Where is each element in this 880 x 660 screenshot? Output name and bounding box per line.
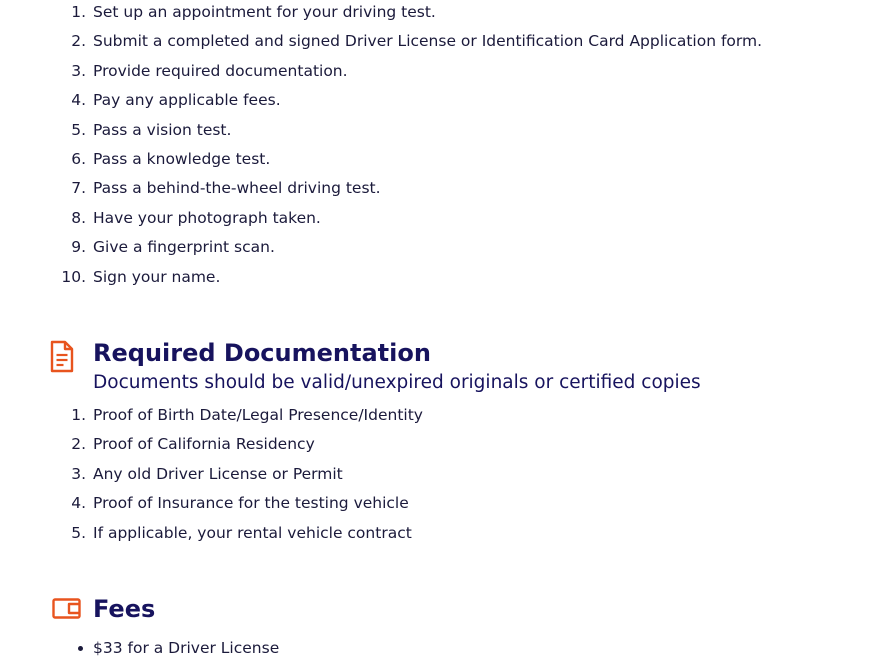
list-item-number: 9.: [71, 238, 86, 257]
list-item-number: 1.: [71, 3, 86, 21]
list-item-text: Pass a vision test.: [93, 120, 232, 139]
list-item-text: Set up an appointment for your driving test.: [93, 3, 436, 21]
list-item-number: 3.: [71, 61, 86, 80]
list-item-text: If applicable, your rental vehicle contract: [93, 523, 412, 542]
list-item-number: 10.: [61, 267, 86, 286]
list-item-text: Pass a knowledge test.: [93, 149, 271, 168]
list-item-text: Proof of California Residency: [93, 435, 315, 454]
list-item-text: Pay any applicable fees.: [93, 91, 281, 110]
list-item-text: Proof of Insurance for the testing vehicle: [93, 494, 409, 513]
list-item-text: $33 for a Driver License: [93, 639, 280, 657]
list-item-text: Have your photograph taken.: [93, 208, 321, 227]
list-item-number: 4.: [71, 91, 86, 110]
fees-title: Fees: [93, 595, 156, 623]
required-docs-subtitle: Documents should be valid/unexpired originals or certified copies: [93, 372, 701, 393]
list-item-number: 1.: [71, 406, 86, 424]
list-item-text: Proof of Birth Date/Legal Presence/Identity: [93, 406, 423, 424]
required-docs-title: Required Documentation: [93, 339, 431, 367]
bullet-icon: [78, 646, 83, 651]
list-item-number: 6.: [71, 149, 86, 168]
list-item-text: Sign your name.: [93, 267, 221, 286]
list-item-text: Pass a behind-the-wheel driving test.: [93, 179, 381, 198]
list-item-text: Give a fingerprint scan.: [93, 238, 275, 257]
list-item-text: Provide required documentation.: [93, 61, 348, 80]
list-item-number: 8.: [71, 208, 86, 227]
list-item-text: Any old Driver License or Permit: [93, 464, 343, 483]
list-item-number: 5.: [71, 523, 86, 542]
list-item-number: 2.: [71, 435, 86, 454]
wallet-icon: [52, 598, 82, 624]
list-item-text: Submit a completed and signed Driver License or Identification Card Application form.: [93, 32, 763, 51]
list-item-number: 7.: [71, 179, 86, 198]
list-item-number: 2.: [71, 32, 86, 51]
list-item-number: 5.: [71, 120, 86, 139]
list-item-number: 3.: [71, 464, 86, 483]
list-item-number: 4.: [71, 494, 86, 513]
document-icon: [49, 340, 75, 378]
